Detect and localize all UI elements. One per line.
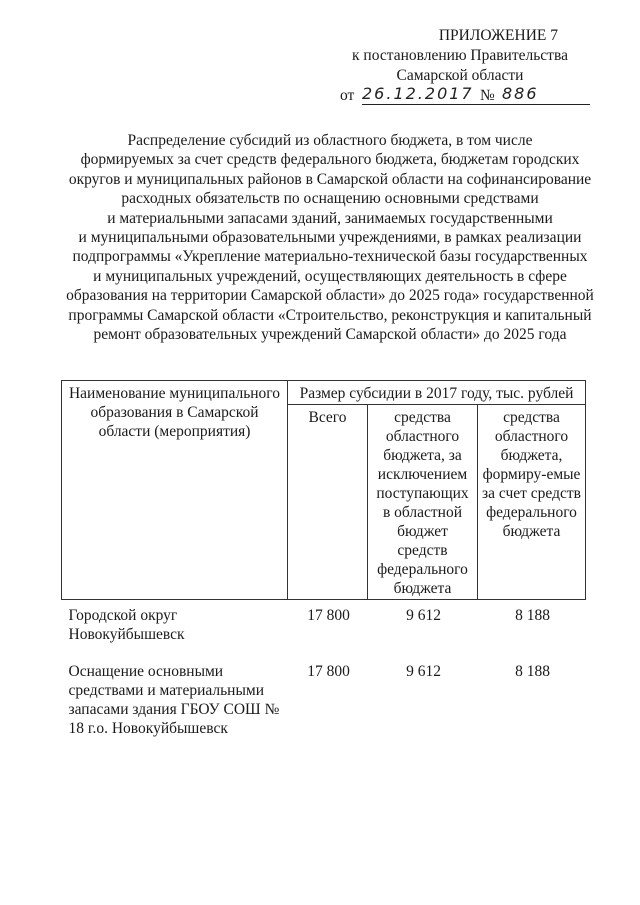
header-regional-funds: средства областного бюджета, за исключением поступающих в областной бюджет средств федерального бюджета <box>368 405 478 600</box>
appendix-header <box>330 26 590 86</box>
row-regional: 9 612 <box>406 607 441 624</box>
title-line: и муниципальными образовательными учреждениями, в рамках реализации <box>78 229 582 247</box>
subsidy-table <box>61 380 586 738</box>
title-line: образования на территории Самарской области» до 2025 года» государственной <box>66 287 594 305</box>
title-line: расходных обязательств по оснащению основными средствами <box>121 190 539 208</box>
appendix-line-1: к постановлению Правительства <box>352 47 568 64</box>
title-line: и материальными запасами зданий, занимаемых государственными <box>107 209 553 227</box>
appendix-title: ПРИЛОЖЕНИЕ 7 <box>438 27 558 44</box>
row-total: 17 800 <box>307 607 350 624</box>
header-amount-group: Размер субсидии в 2017 году, тыс. рублей <box>288 381 586 405</box>
title-line: формируемых за счет средств федерального бюджета, бюджетам городских <box>80 151 580 169</box>
subsidy-table-wrapper <box>61 380 585 738</box>
row-federal: 8 188 <box>515 607 550 624</box>
decree-from-label: от <box>340 87 355 104</box>
decree-number: 886 <box>502 84 539 103</box>
decree-reference <box>340 86 590 108</box>
row-name: Городской округ Новокуйбышевск <box>68 607 185 643</box>
header-federal-funds: средства областного бюджета, формиру-емые за счет средств федерального бюджета <box>478 405 586 600</box>
document-title <box>60 131 600 344</box>
row-total: 17 800 <box>307 663 350 680</box>
row-regional: 9 612 <box>406 663 441 680</box>
title-line: и муниципальных учреждений, осуществляющих деятельность в сфере <box>93 267 567 285</box>
title-line: округов и муниципальных районов в Самарской области на софинансирование <box>68 170 592 188</box>
decree-number-label: № <box>480 87 495 104</box>
title-line: подпрограммы «Укрепление материально-технической базы государственных <box>72 248 588 266</box>
decree-date: 26.12.2017 <box>362 84 474 103</box>
decree-underline <box>362 104 590 105</box>
table-row <box>62 600 586 663</box>
table-row <box>62 662 586 738</box>
appendix-line-2: Самарской области <box>396 67 524 84</box>
header-total: Всего <box>288 405 368 600</box>
title-line: Распределение субсидий из областного бюджета, в том числе <box>127 132 533 149</box>
row-federal: 8 188 <box>515 663 550 680</box>
title-line: программы Самарской области «Строительство, реконструкция и капитальный <box>68 306 592 324</box>
title-line: ремонт образовательных учреждений Самарской области» до 2025 года <box>93 326 567 344</box>
row-name: Оснащение основными средствами и материальными запасами здания ГБОУ СОШ № 18 г.о. Новокуйбышевск <box>68 663 280 737</box>
header-municipality: Наименование муниципального образования в Самарской области (мероприятия) <box>62 381 288 600</box>
